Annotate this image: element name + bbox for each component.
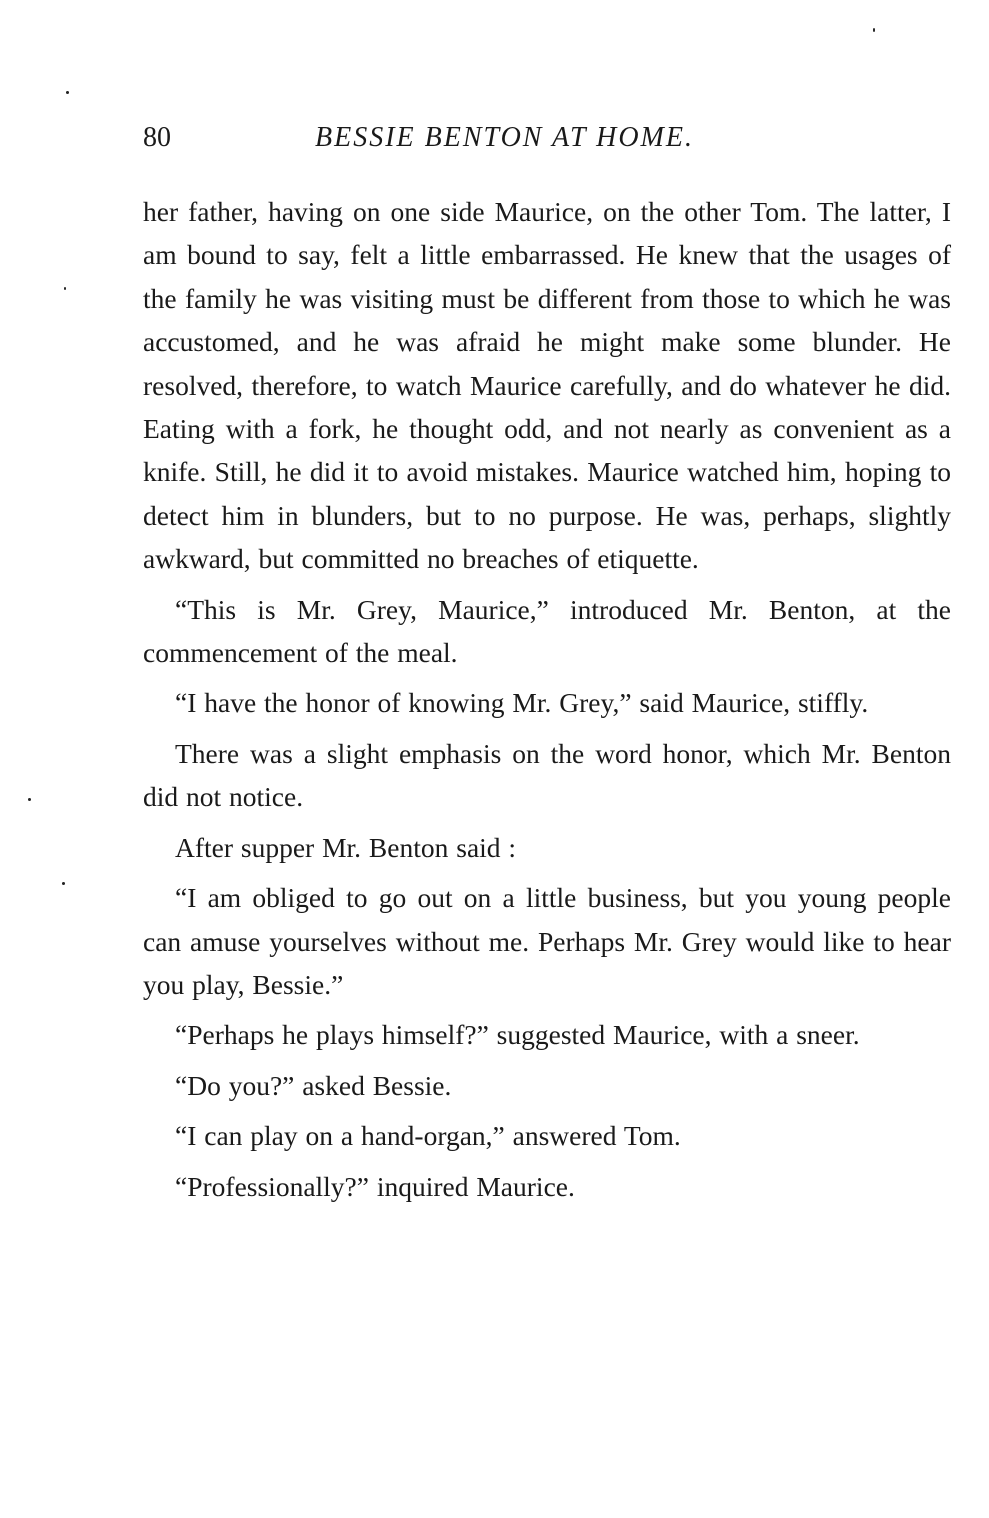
scan-speck [66, 91, 69, 94]
paragraph: There was a slight emphasis on the word honor, which Mr. Benton did not notice. [143, 737, 951, 813]
body-text [143, 190, 951, 1208]
paragraph: “Perhaps he plays himself?” suggested Maurice, with a sneer. [175, 1019, 860, 1051]
page-number: 80 [143, 122, 171, 153]
running-title: BESSIE BENTON AT HOME. [315, 122, 694, 153]
paragraph: “Do you?” asked Bessie. [175, 1069, 452, 1101]
scan-speck [28, 798, 31, 801]
scan-speck [62, 882, 65, 885]
paragraph: “I can play on a hand-organ,” answered Tom. [175, 1120, 681, 1152]
paragraph: After supper Mr. Benton said : [175, 831, 517, 863]
paragraph: “I have the honor of knowing Mr. Grey,” said Maurice, stiffly. [175, 687, 869, 719]
page-header [143, 118, 783, 158]
paragraph: her father, having on one side Maurice, on the other Tom. The latter, I am bound to say, felt a little embarrassed. He knew that the usages of the family he was visiting must be different from those to which he was accustomed, and he was afraid he might make some blunder. He resolved, therefore, to watch Maurice carefully, and do whatever he did. Eating with a fork, he thought odd, and not nearly as convenient as a knife. Still, he did it to avoid mistakes. Maurice watched him, hoping to detect him in blunders, but to no purpose. He was, perhaps, slightly awkward, but committed no breaches of etiquette. [143, 196, 951, 575]
paragraph: “Professionally?” inquired Maurice. [175, 1170, 575, 1202]
scan-speck [873, 28, 875, 32]
paragraph: “I am obliged to go out on a little business, but you young people can amuse yourselves without me. Perhaps Mr. Grey would like to hear you play, Bessie.” [143, 882, 951, 1000]
scan-speck [64, 287, 66, 290]
paragraph: “This is Mr. Grey, Maurice,” introduced Mr. Benton, at the commencement of the meal. [143, 593, 951, 669]
